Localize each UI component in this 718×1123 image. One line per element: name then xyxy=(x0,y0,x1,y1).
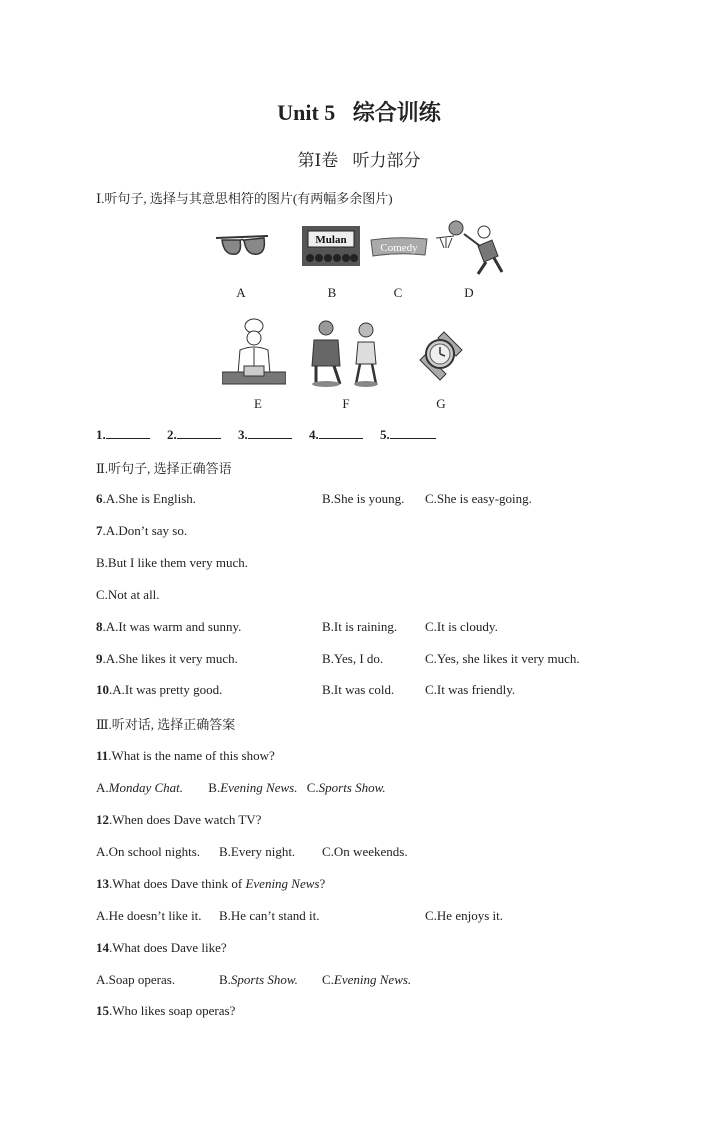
image-label-g: G xyxy=(436,396,446,411)
option-b: B.Every night. xyxy=(219,844,296,859)
question-10 xyxy=(96,682,222,698)
option-a: Monday Chat. xyxy=(108,780,184,795)
title-text: 综合训练 xyxy=(352,100,441,125)
question-7 xyxy=(96,523,187,539)
option-a: A.On school nights. xyxy=(96,844,200,859)
option-a-prefix: A. xyxy=(96,780,109,795)
blank-number: 3. xyxy=(238,427,248,442)
interview-icon xyxy=(306,318,384,390)
image-label-a: A xyxy=(236,285,246,300)
option-b: B.It is raining. xyxy=(322,619,398,634)
option-c-prefix: C. xyxy=(306,780,319,795)
option-a: .A.It was warm and sunny. xyxy=(102,619,242,634)
blank-number: 2. xyxy=(167,427,177,442)
image-label-e: E xyxy=(254,396,262,411)
option-a: A.Soap operas. xyxy=(96,972,176,987)
chef-icon xyxy=(222,318,286,390)
option-c: C.It is cloudy. xyxy=(425,619,498,634)
section-part: 第Ⅰ卷 xyxy=(297,151,339,170)
part2-heading: Ⅱ.听句子, 选择正确答语 xyxy=(96,461,232,476)
option-b-text: Sports Show. xyxy=(230,972,298,987)
image-label-b: B xyxy=(327,285,337,300)
image-label-d: D xyxy=(464,285,474,300)
answer-blank[interactable] xyxy=(106,426,150,439)
page-title xyxy=(0,96,718,127)
question-15 xyxy=(96,1003,235,1019)
question-11 xyxy=(96,748,275,764)
option-c: C.Yes, she likes it very much. xyxy=(425,651,580,666)
question-text: .Who likes soap operas? xyxy=(109,1003,236,1018)
option-c: C.Not at all. xyxy=(96,587,160,602)
sunglasses-icon xyxy=(214,232,270,262)
section-name: 听力部分 xyxy=(352,151,421,170)
blank-number: 4. xyxy=(309,427,319,442)
theater-sign-text: Mulan xyxy=(315,234,347,246)
option-c: C.She is easy-going. xyxy=(425,491,532,506)
part3-heading: Ⅲ.听对话, 选择正确答案 xyxy=(96,717,236,732)
question-text: .When does Dave watch TV? xyxy=(109,812,262,827)
question-number: 6 xyxy=(96,491,103,506)
question-number: 9 xyxy=(96,651,103,666)
option-c-prefix: C. xyxy=(322,972,334,987)
question-6 xyxy=(96,491,196,507)
answer-blank[interactable] xyxy=(248,426,292,439)
question-12 xyxy=(96,812,261,828)
image-label-c: C xyxy=(393,285,403,300)
option-a: .A.She likes it very much. xyxy=(102,651,238,666)
option-a: .A.It was pretty good. xyxy=(109,682,223,697)
option-b: B.It was cold. xyxy=(322,682,395,697)
section-title xyxy=(0,146,718,171)
question-number: 11 xyxy=(96,748,109,763)
option-c: Sports Show. xyxy=(318,780,386,795)
question-number: 14 xyxy=(96,940,109,955)
option-b: B.He can’t stand it. xyxy=(219,908,320,923)
question-11-options xyxy=(96,780,386,796)
unit-label: Unit 5 xyxy=(277,100,336,125)
option-b: B.She is young. xyxy=(322,491,405,506)
question-text: .What does Dave like? xyxy=(109,940,227,955)
comedy-sign-text: Comedy xyxy=(380,242,418,254)
option-c: C.On weekends. xyxy=(322,844,408,859)
option-b-prefix: B. xyxy=(219,972,231,987)
question-number: 12 xyxy=(96,812,109,827)
option-c xyxy=(322,972,411,988)
option-a: .A.Don’t say so. xyxy=(102,523,188,538)
image-label-f: F xyxy=(342,396,350,411)
option-c: C.He enjoys it. xyxy=(425,908,503,923)
answer-blanks-row xyxy=(96,426,436,443)
option-b: B.But I like them very much. xyxy=(96,555,249,570)
question-number: 13 xyxy=(96,876,109,891)
question-number: 7 xyxy=(96,523,103,538)
question-text: .What does Dave think of xyxy=(109,876,246,891)
watch-icon xyxy=(416,326,466,384)
part1-heading: Ⅰ.听句子, 选择与其意思相符的图片(有两幅多余图片) xyxy=(96,191,393,206)
option-b-prefix: B. xyxy=(208,780,221,795)
question-number: 10 xyxy=(96,682,109,697)
question-14 xyxy=(96,940,227,956)
question-text-end: ? xyxy=(319,876,326,891)
blank-number: 5. xyxy=(380,427,390,442)
comedy-banner-icon xyxy=(370,236,428,258)
question-9 xyxy=(96,651,238,667)
question-13 xyxy=(96,876,325,892)
answer-blank[interactable] xyxy=(319,426,363,439)
answer-blank[interactable] xyxy=(390,426,436,439)
basketball-player-icon xyxy=(434,220,506,278)
movie-theater-icon xyxy=(302,226,360,266)
blank-number: 1. xyxy=(96,427,106,442)
option-c-text: Evening News. xyxy=(333,972,412,987)
question-text: .What is the name of this show? xyxy=(108,748,275,763)
option-a: A.He doesn’t like it. xyxy=(96,908,202,923)
option-b xyxy=(219,972,298,988)
option-b: B.Yes, I do. xyxy=(322,651,384,666)
question-text-italic: Evening News xyxy=(245,876,320,891)
question-8 xyxy=(96,619,241,635)
option-b: Evening News. xyxy=(220,780,298,795)
option-a: .A.She is English. xyxy=(102,491,197,506)
question-number: 8 xyxy=(96,619,103,634)
option-c: C.It was friendly. xyxy=(425,682,516,697)
answer-blank[interactable] xyxy=(177,426,221,439)
question-number: 15 xyxy=(96,1003,109,1018)
